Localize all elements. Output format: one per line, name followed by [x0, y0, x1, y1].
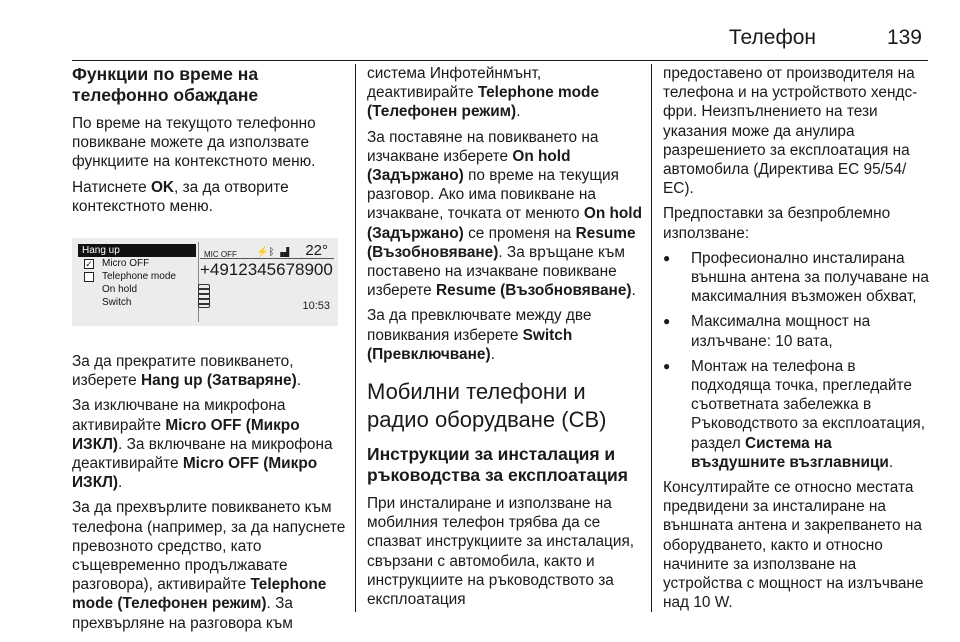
column-3: [663, 64, 929, 618]
page-number: 139: [886, 26, 922, 49]
paragraph: По време на текущото телефонно повикване можете да използвате функциите на контекстното меню.: [72, 115, 316, 171]
paragraph: предоставено от производителя на телефона и на устройството хендс-фри. Неизпълнението на тези указания може да анулира разрешението за експлоатация на автомобила (Директива ЕС 95/54/ ЕС).: [663, 65, 918, 198]
paragraph: Предпоставки за безпроблемно използване:: [663, 205, 891, 242]
paragraph: система Инфотейнмънт, деактивирайте Telephone mode (Телефонен режим).: [367, 65, 599, 121]
section-heading-call-functions: Функции по време на телефонно обаждане: [72, 64, 259, 105]
list-item: ● Професионално инсталирана външна антена за получаване на максималния възможен обхват,: [663, 249, 929, 307]
paragraph: За да превключвате между две повиквания изберете Switch (Превключване).: [367, 307, 592, 363]
list-item: ● Максимална мощност на излъчване: 10 вата,: [663, 312, 929, 350]
paragraph: Консултирайте се относно местата предвидени за инсталиране на външната антена и закрепването на оборудването, както и относно начините за използване на устройства с мощност на излъчване над 10 W.: [663, 479, 924, 612]
status-bar: [200, 242, 334, 259]
column-1: [72, 64, 350, 639]
context-menu: [78, 244, 196, 309]
menu-item-on-hold: On hold: [102, 284, 138, 296]
mic-off-label: MIC OFF: [204, 250, 237, 260]
checkbox-icon: [84, 272, 94, 282]
header-title: Телефон: [728, 26, 816, 49]
paragraph: При инсталиране и използване на мобилния телефон трябва да се спазват инструкциите за инсталация, свързани с автомобила, както и инструкциите на ръководството за експлоатация: [367, 495, 635, 609]
column-divider-2: [651, 64, 652, 612]
menu-item-hang-up: Hang up: [78, 244, 196, 257]
menu-item-telephone-mode: Telephone mode: [78, 270, 196, 283]
phone-number: +4912345678900: [200, 260, 333, 280]
paragraph: За да прекратите повикването, изберете Hang up (Затваряне).: [72, 353, 301, 390]
requirements-list: [663, 249, 929, 472]
paragraph: Натиснете OK, за да отворите контекстното меню.: [72, 178, 289, 215]
phone-battery-icon: [198, 284, 210, 308]
temperature: 22°: [305, 242, 328, 260]
column-divider-1: [355, 64, 356, 612]
signal-icon: ⚡ᛒ ▗▟: [256, 247, 290, 259]
phone-call-display-image: [72, 238, 338, 326]
menu-item-micro-off: ✓ Micro OFF: [85, 258, 150, 270]
paragraph: За изключване на микрофона активирайте Micro OFF (Микро ИЗКЛ). За включване на микрофона деактивирайте Micro OFF (Микро ИЗКЛ).: [72, 397, 333, 492]
paragraph: За поставяне на повикването на изчакване изберете On hold (Задържано) по време на текущия разговор. Ако има повикване на изчакване, точката от менюто On hold (Задържано) се променя на Resume (Възобновяване). За връщане към поставено на изчакване повикване изберете Resume (Възобновяване).: [367, 128, 642, 300]
menu-item-switch: Switch: [102, 297, 132, 309]
section-heading-mobile-phones: Мобилни телефони и радио оборудване (CB): [367, 379, 607, 433]
clock: 10:53: [302, 299, 330, 312]
page-header: [72, 20, 928, 61]
section-heading-installation: Инструкции за инсталация и ръководства за експлоатация: [367, 444, 628, 486]
checkbox-checked-icon: ✓: [85, 259, 93, 270]
column-2: [367, 64, 643, 615]
list-item: ● Монтаж на телефона в подходяща точка, прегледайте съответната забележка в Ръководството за експлоатация, раздел Система на въздушните възглавници.: [663, 357, 929, 472]
paragraph: За да прехвърлите повикването към телефона (например, за да напуснете превозното средство, като същевременно продължавате разговора), активирайте Telephone mode (Телефонен режим). За прехвърляне на разговора към: [72, 499, 346, 632]
screen-divider: [198, 242, 199, 322]
